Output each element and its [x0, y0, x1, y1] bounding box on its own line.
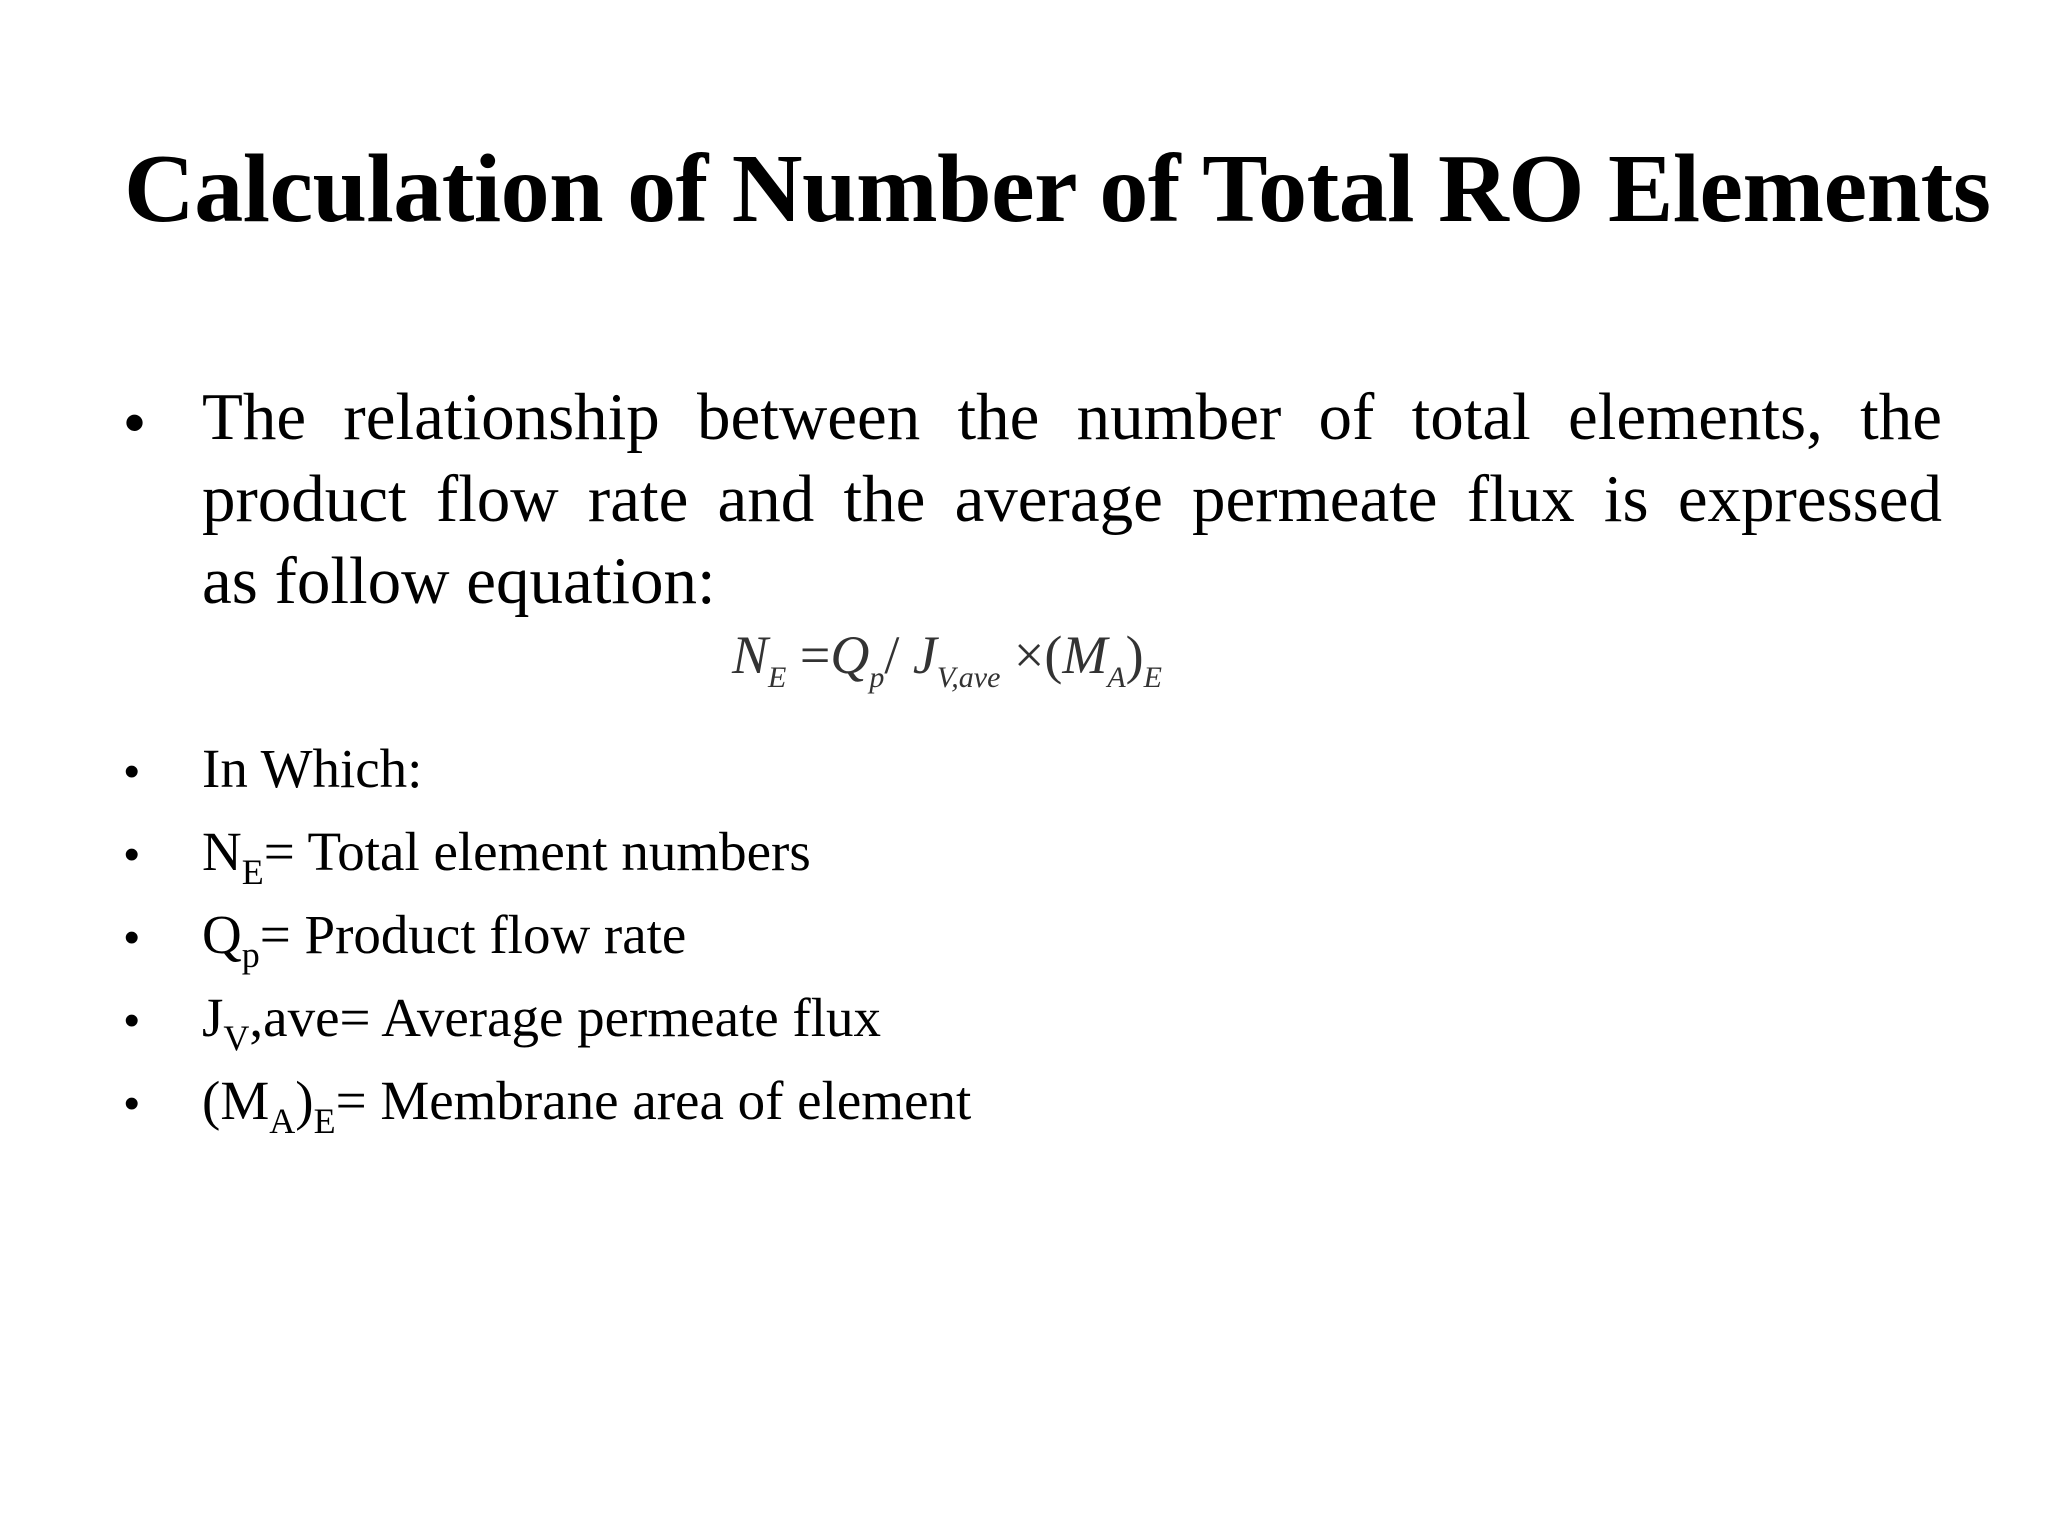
- paragraph-line: The relationship between the number of total elements, the: [202, 380, 1942, 454]
- equation-m: M: [1062, 625, 1108, 685]
- paragraph-line: as follow equation:: [202, 544, 716, 618]
- equation-q-sub: p: [869, 661, 885, 694]
- equation-m-sub: A: [1107, 661, 1126, 694]
- equation-j: J: [912, 625, 937, 685]
- definition-ma: $(M_A)_E=$ Membrane area of element: [202, 1070, 972, 1141]
- bullet-icon: •: [124, 747, 140, 796]
- equation-times: ×(: [1000, 625, 1063, 685]
- bullet-icon: •: [124, 830, 140, 879]
- equation-ne: N: [732, 625, 769, 685]
- definition-ne: $N_E=$ Total element numbers: [202, 821, 811, 892]
- bullet-icon: •: [124, 913, 140, 962]
- definition-jv: $J_V,ave=$ Average permeate flux: [202, 987, 882, 1058]
- bullet-icon: •: [124, 389, 146, 456]
- bullet-icon: •: [124, 996, 140, 1045]
- in-which-label: In Which:: [202, 738, 423, 799]
- equation-j-sub: V,ave: [936, 661, 1001, 694]
- equation: [732, 625, 1162, 694]
- equation-ne-sub: E: [768, 661, 787, 694]
- bullet-icon: •: [124, 1079, 140, 1128]
- slide-title: Calculation of Number of Total RO Elements: [124, 135, 1991, 243]
- paragraph-line: product flow rate and the average permeate flux is expressed: [202, 462, 1942, 536]
- equation-equals: =: [786, 625, 831, 685]
- equation-close: ): [1125, 625, 1144, 685]
- definition-qp: $Q_p=$ Product flow rate: [202, 904, 687, 975]
- equation-e-sub: E: [1143, 661, 1162, 694]
- equation-slash: /: [884, 625, 913, 685]
- equation-q: Q: [830, 625, 870, 685]
- intro-paragraph: [202, 376, 1942, 622]
